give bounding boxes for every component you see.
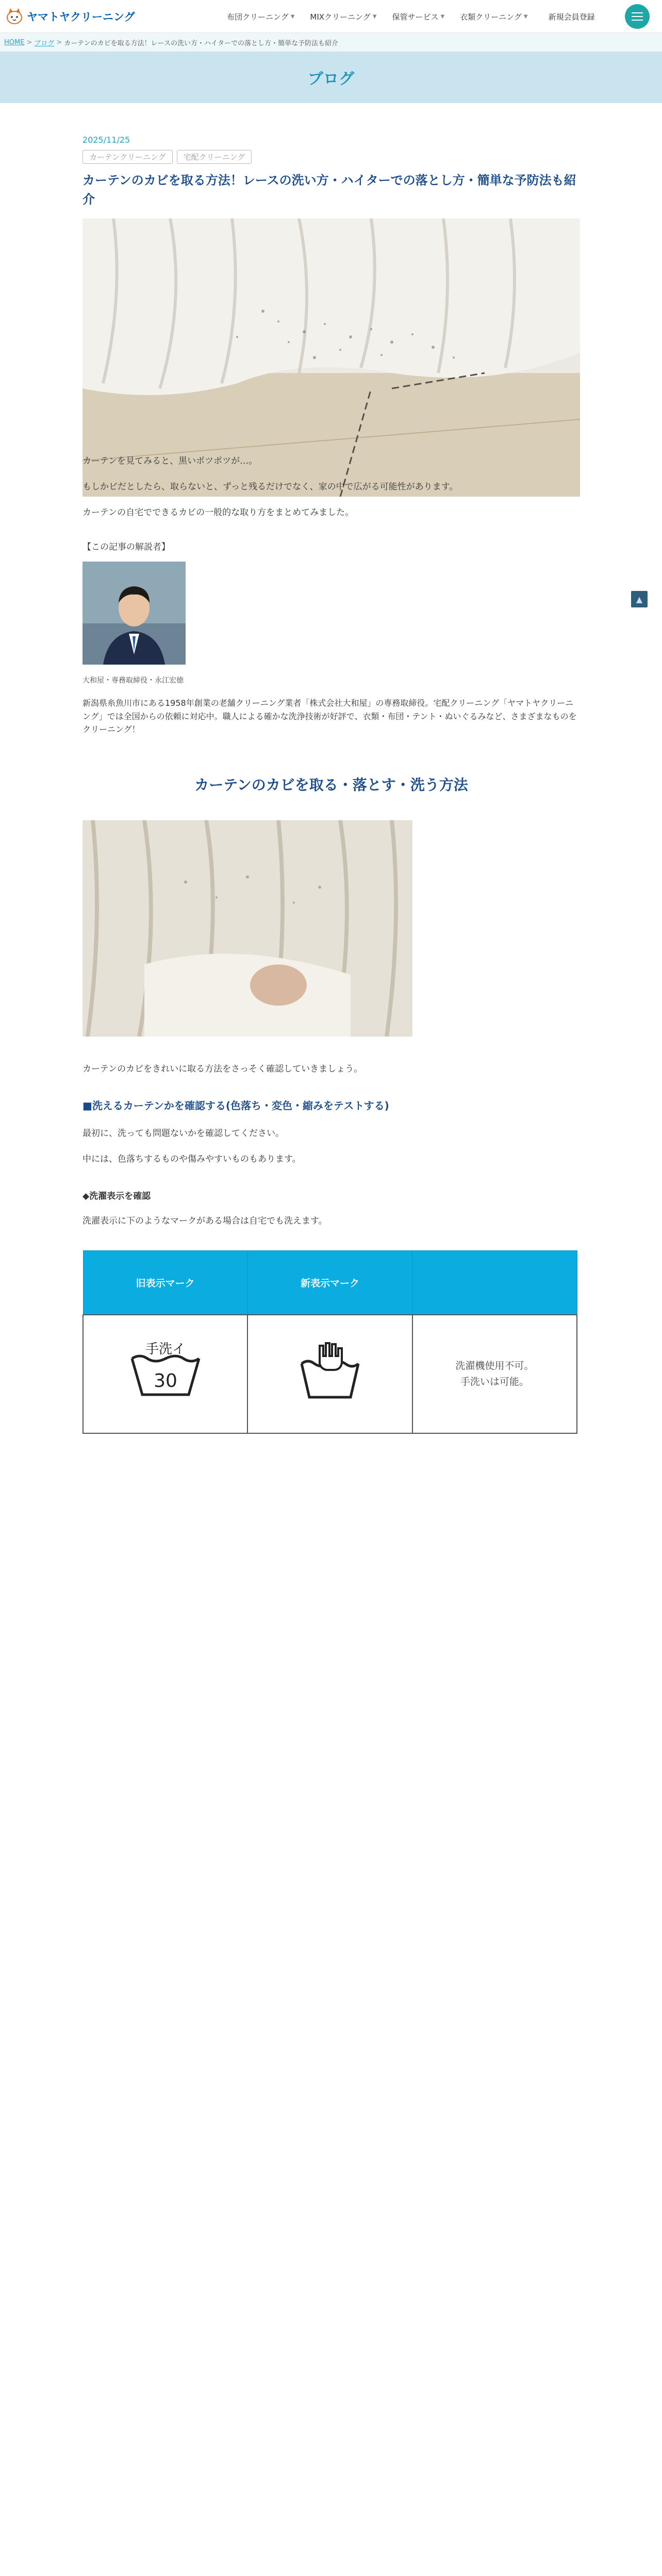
care-desc-text: 洗濯機使用不可。 手洗いは可能。 [455,1360,534,1387]
new-handwash-icon [247,1315,412,1433]
subhead-wash-test: ■洗えるカーテンかを確認する(色落ち・変色・縮みをテストする) [82,1099,389,1112]
nav-label: 保管サービス [392,12,439,22]
main-nav [227,0,595,33]
breadcrumb [0,33,662,52]
svg-text:手洗イ: 手洗イ [145,1341,186,1357]
table-header [412,1251,577,1315]
washable-marks-table [82,1250,577,1434]
site-logo[interactable] [4,6,135,27]
breadcrumb-blog-link[interactable]: ブログ [34,39,55,47]
intro-text: もしかビだとしたら、取らないと、ずっと残るだけでなく、家の中で広がる可能性があります。 [82,482,458,492]
supervisor-bio: 新潟県糸魚川市にある1958年創業の老舗クリーニング業者「株式会社大和屋」の専務取締役。宅配クリーニング「ヤマトヤクリーニング」では全国からの依頼に対応中。職人による確かな洗浄技術が好評で、衣類・布団・テント・ぬいぐるみなど、さまざまなものをクリーニング！ [82,698,577,735]
chevron-down-icon: ▼ [372,13,377,20]
chevron-down-icon: ▼ [440,13,445,20]
category-tag[interactable]: カーテンクリーニング [82,150,173,164]
nav-label: 布団クリーニング [227,12,289,22]
scroll-top-button[interactable] [631,591,648,607]
nav-label: 衣類クリーニング [460,12,522,22]
old-handwash-30-icon [83,1315,247,1433]
page-title: ブログ [308,70,354,88]
hamburger-menu-button[interactable] [625,4,650,29]
category-tags [82,150,580,164]
nav-label: 新規会員登録 [548,12,595,22]
breadcrumb-home-link[interactable]: HOME [4,38,25,46]
curtain-fabric-photo [82,820,412,1037]
care-label-heading: ◆洗濯表示を確認 [82,1191,151,1201]
site-header [0,0,662,33]
post-title: カーテンのカビを取る方法！レースの洗い方・ハイターでの落とし方・簡単な予防法も紹介 [82,173,576,207]
logo-cat-icon [4,6,25,27]
supervisor-heading: 【この記事の解説者】 [82,542,170,552]
breadcrumb-separator: > [26,38,32,46]
logo-text: ヤマトヤクリーニング [27,10,135,23]
article [82,135,643,1392]
section-title: カーテンのカビを取る・落とす・洗う方法 [194,776,468,793]
nav-register[interactable] [549,11,595,22]
svg-text:30: 30 [153,1370,177,1392]
category-tag[interactable]: 宅配クリーニング [177,150,252,164]
section-lead: カーテンのカビをきれいに取る方法をさっそく確認していきましょう。 [82,1064,363,1074]
nav-futon[interactable] [227,11,294,22]
chevron-down-icon: ▼ [523,13,528,20]
supervisor-name: 大和屋・専務取締役・永江宏徳 [82,676,184,685]
supervisor-photo [82,562,186,665]
wash-test-text: 最初に、洗っても問題ないかを確認してください。 [82,1128,284,1139]
care-description [412,1315,577,1433]
post-date: 2025/11/25 [82,135,130,145]
breadcrumb-separator: > [56,38,62,46]
intro-text: カーテンの自宅でできるカビの一般的な取り方をまとめてみました。 [82,507,354,518]
page-banner [0,52,662,103]
table-header: 旧表示マーク [83,1251,247,1315]
arrow-up-icon: ▲ [636,594,643,604]
table-header: 新表示マーク [247,1251,412,1315]
nav-clothes[interactable] [460,11,527,22]
wash-test-text: 中には、色落ちするものや傷みやすいものもあります。 [82,1154,301,1164]
breadcrumb-current: カーテンのカビを取る方法！レースの洗い方・ハイターでの落とし方・簡単な予防法も紹介 [64,39,338,47]
intro-text: カーテンを見てみると、黒いポツポツが…。 [82,456,258,466]
nav-mix[interactable] [310,11,376,22]
care-label-lead: 洗濯表示に下のようなマークがある場合は自宅でも洗えます。 [82,1216,327,1226]
chevron-down-icon: ▼ [290,13,295,20]
nav-storage[interactable] [392,11,444,22]
nav-label: MIXクリーニング [310,12,371,22]
